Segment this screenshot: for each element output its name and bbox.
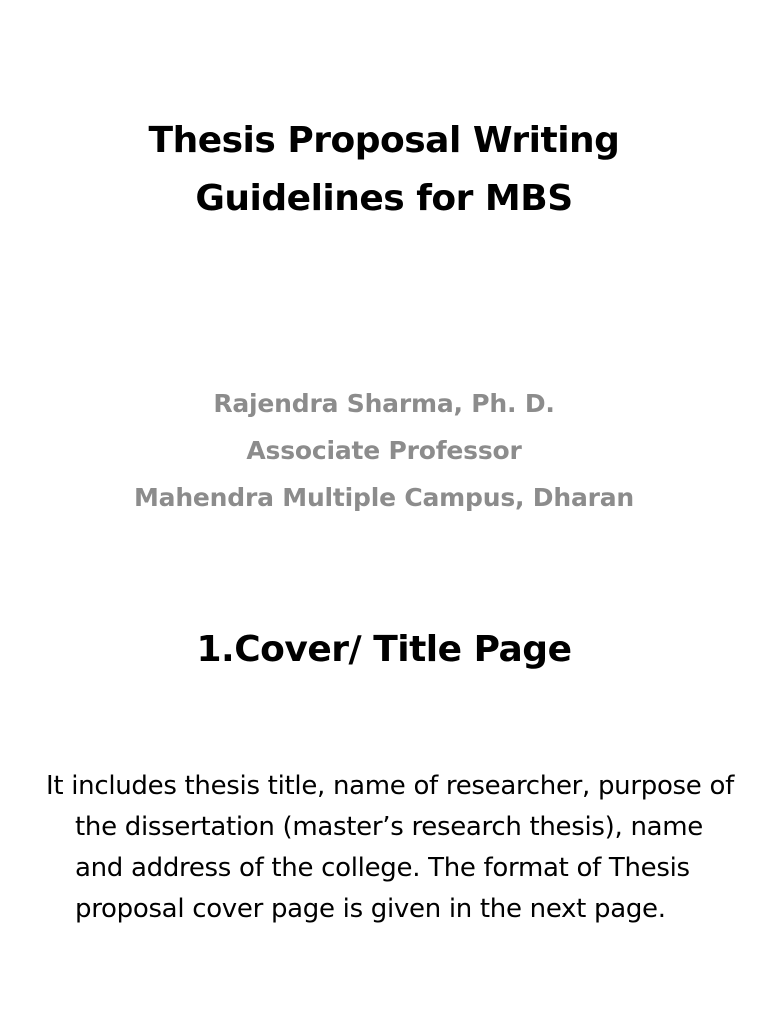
slide-heading: 1.Cover/ Title Page — [196, 629, 572, 670]
title-line-1: Thesis Proposal Writing — [148, 120, 620, 161]
title-line-2: Guidelines for MBS — [195, 178, 573, 219]
author-position: Associate Professor — [246, 436, 522, 465]
slide-title — [0, 112, 768, 228]
author-name: Rajendra Sharma, Ph. D. — [213, 389, 555, 418]
author-block — [0, 380, 768, 521]
slide-body-text: It includes thesis title, name of researcher, purpose of the dissertation (master’s research thesis), name and address of the college. The format of Thesis proposal cover page is given in the next page. — [46, 771, 734, 924]
content-slide — [0, 560, 768, 1024]
author-institution: Mahendra Multiple Campus, Dharan — [133, 483, 635, 512]
